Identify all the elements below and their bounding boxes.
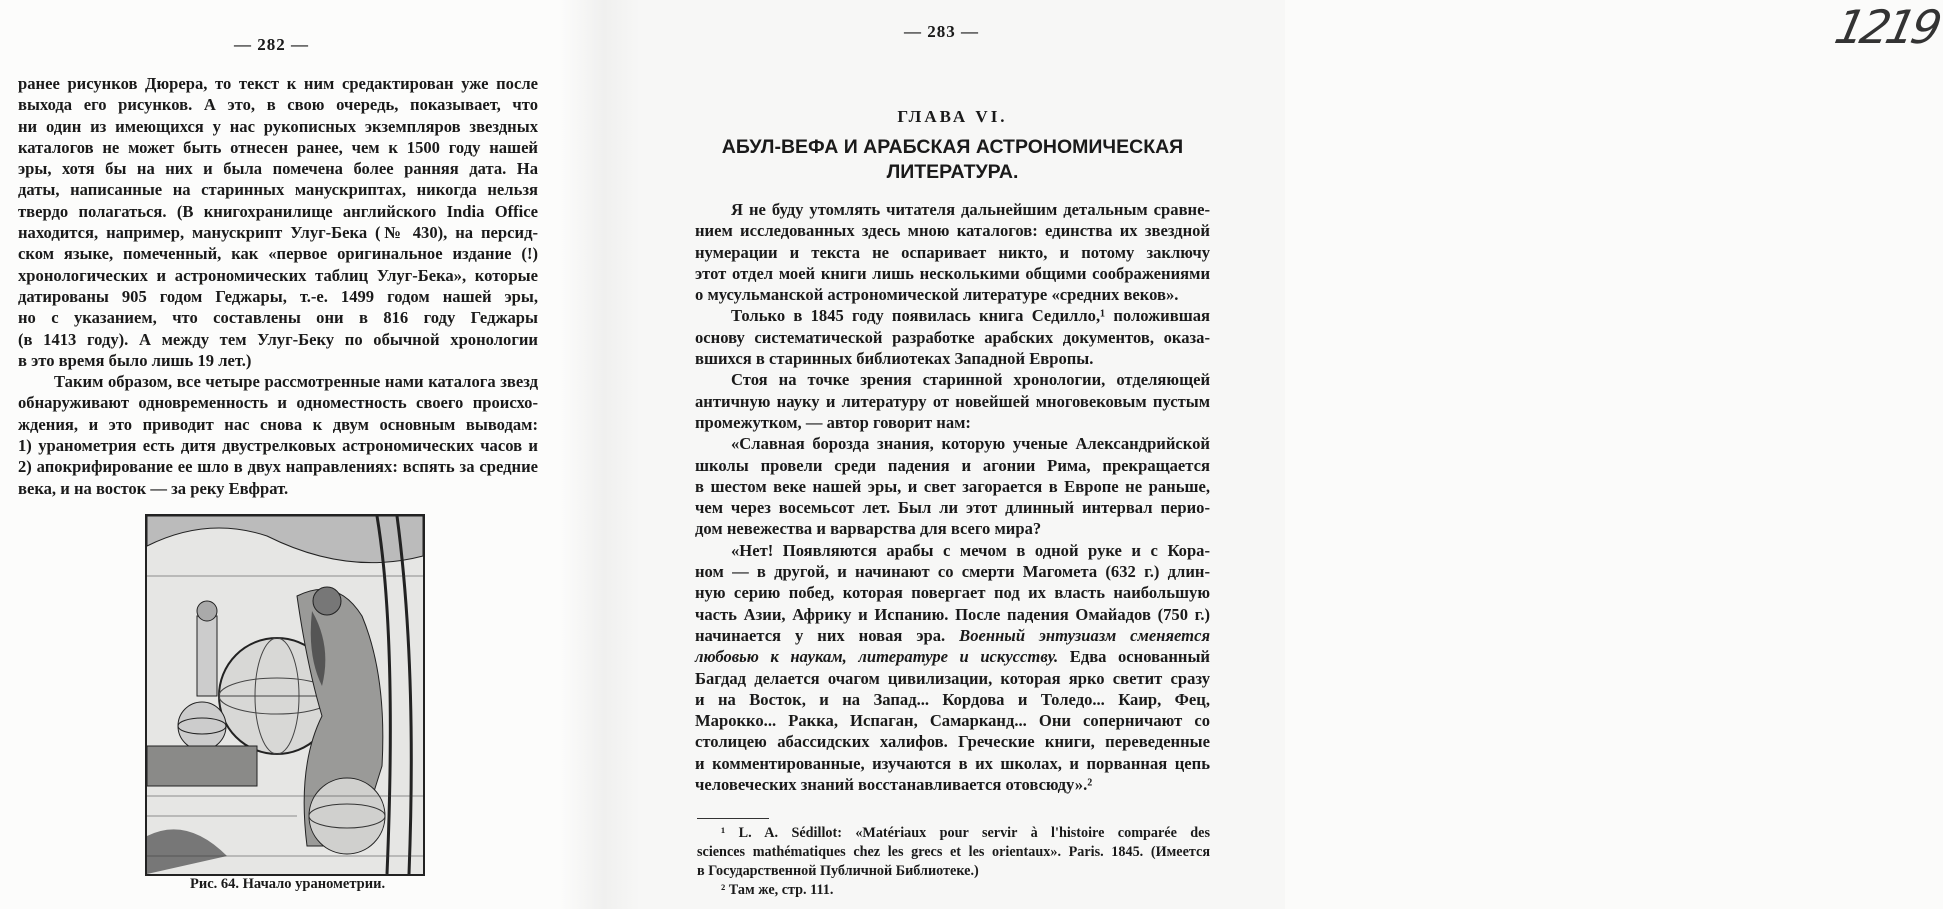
text-line: эры, хотя бы на них и была помечена более ранняя дата. На: [18, 159, 538, 179]
engraving-image: [147, 516, 423, 874]
chapter-number: ГЛАВА VI.: [897, 107, 1008, 126]
footnote-line: sciences mathématiques chez les grecs et les orientaux». Paris. 1845. (Имеется: [697, 844, 1210, 860]
chapter-title-line: АБУЛ-ВЕФА И АРАБСКАЯ АСТРОНОМИЧЕСКАЯ: [721, 136, 1184, 158]
footnote-rule: [697, 818, 769, 819]
left-body-text: [18, 73, 538, 499]
text-line: античную науку и литературу от новейшей многовековым пустым: [695, 391, 1210, 411]
text-line: школы провели среди падения и агонии Рима, прекращается: [695, 455, 1210, 475]
text-line: твердо полагаться. (В книгохранилище английского India Office: [18, 201, 538, 221]
text-line: основу систематической разработке арабских документов, оказа-: [695, 327, 1210, 347]
text-line: этот отдел моей книги лишь несколькими общими соображениями: [695, 263, 1210, 283]
text-line: каталогов не может быть отнесен ранее, чем к 1500 году нашей: [18, 137, 538, 157]
chapter-heading: [695, 0, 1210, 195]
text-line: но с указанием, что составлены они в 816 году Геджары: [18, 308, 538, 328]
text-line: Багдад делается очагом цивилизации, которая ярко светит сразу: [695, 668, 1210, 688]
left-page: [0, 0, 560, 909]
right-body-text: [695, 199, 1210, 795]
text-line: (в 1413 году). А между тем Улуг-Беку по обычной хронологии: [18, 329, 538, 349]
text-line: [695, 625, 1210, 646]
footnote-line: в Государственной Публичной Библиотеке.): [697, 863, 979, 879]
text-line: часть Азии, Африку и Испанию. После падения Омайадов (750 г.): [695, 604, 1210, 624]
italic-text: Военный энтузиазм сменяется: [959, 625, 1210, 645]
text-line: о мусульманской астрономической литературе «средних веков».: [695, 285, 1179, 305]
footnote-line: ² Там же, стр. 111.: [721, 882, 834, 898]
text-line: ждения, и это приводит нас снова к двум основным выводам:: [18, 414, 538, 434]
text-line: [695, 646, 1210, 667]
text-line: 1) уранометрия есть дитя двустрелковых астрономических часов и: [18, 436, 538, 456]
text-line: ни один из имеющихся у нас рукописных экземпляров звездных: [18, 116, 538, 136]
text-line: дом невежества и варварства для всего мира?: [695, 519, 1042, 539]
figure-caption: Рис. 64. Начало уранометрии.: [190, 876, 386, 892]
page-number: — 283 —: [904, 22, 979, 41]
handwritten-archive-number: 1219: [1830, 0, 1943, 54]
text-segment: Едва основанный: [1058, 647, 1210, 667]
text-line: находится, например, манускрипт Улуг-Бека (№ 430), на персид-: [18, 223, 538, 243]
right-page: [640, 0, 1943, 909]
illustration-astronomer-globe: [145, 514, 425, 876]
text-line: нием исследованных здесь мною каталогов: единства их звездной: [695, 221, 1210, 241]
text-line: века, и на восток — за реку Евфрат.: [18, 478, 289, 498]
text-line: в это время было лишь 19 лет.): [18, 350, 252, 370]
text-segment: начинается у них новая эра.: [695, 625, 960, 645]
text-line: «Нет! Появляются арабы с мечом в одной руке и с Кора-: [731, 540, 1210, 560]
italic-text: любовью к наукам, литературе и искусству.: [695, 647, 1059, 667]
text-line: человеческих знаний восстанавливается отовсюду».²: [695, 775, 1093, 795]
text-line: «Славная борозда знания, которую ученые Александрийской: [731, 434, 1210, 454]
text-line: хронологических и астрономических таблиц Улуг-Бека», которые: [18, 265, 538, 285]
text-line: и на Восток, и на Запад... Кордова и Толедо... Каир, Фец,: [695, 689, 1210, 709]
text-line: и комментированные, изучаются в их школах, и порванная цепь: [695, 753, 1210, 773]
text-line: вшихся в старинных библиотеках Западной Европы.: [695, 349, 1094, 369]
text-line: Стоя на точке зрения старинной хронологии, отделяющей: [731, 370, 1210, 390]
text-line: ранее рисунков Дюрера, то текст к ним средактирован уже после: [18, 74, 538, 93]
footnote-line: ¹ L. A. Sédillot: «Matériaux pour servir à l'histoire comparée des: [721, 825, 1210, 841]
text-line: обнаруживают одновременность и одноместность своего происхо-: [18, 393, 538, 413]
text-line: Только в 1845 году появилась книга Седилло,¹ положившая: [731, 306, 1210, 326]
text-line: ном — в другой, и начинают со смерти Магомета (632 г.) длин-: [695, 562, 1210, 582]
text-line: Я не буду утомлять читателя дальнейшим детальным сравне-: [731, 200, 1210, 219]
text-line: столицею абассидских халифов. Греческие книги, переведенные: [695, 732, 1210, 752]
page-number: — 282 —: [234, 35, 309, 54]
text-line: выхода его рисунков. А это, в свою очередь, показывает, что: [18, 95, 538, 115]
footnotes: [697, 824, 1210, 900]
text-line: ную серию побед, которая повергает под их власть наибольшую: [695, 583, 1210, 603]
chapter-title-line: ЛИТЕРАТУРА.: [886, 161, 1019, 183]
text-line: Марокко... Ракка, Испаган, Самарканд... Они соперничают со: [695, 711, 1210, 731]
text-line: 2) апокрифирование ее шло в двух направлениях: вспять за средние: [18, 457, 538, 477]
text-line: чем через восемьсот лет. Был ли этот длинный интервал перио-: [695, 498, 1210, 518]
text-line: ском языке, помеченный, как «первое оригинальное издание (!): [18, 244, 538, 264]
text-line: в шестом веке нашей эры, и свет загорается в Европе не раньше,: [695, 476, 1210, 496]
text-line: промежутком, — автор говорит нам:: [695, 412, 971, 432]
text-line: нумерации и текста не оспаривает никто, и потому заключу: [695, 242, 1210, 262]
text-line: Таким образом, все четыре рассмотренные нами каталога звезд: [54, 372, 538, 392]
text-line: даты, написанные на старинных манускриптах, никогда нельзя: [18, 180, 538, 200]
book-gutter: [560, 0, 640, 909]
text-line: датированы 905 годом Геджары, т.-е. 1499 годом нашей эры,: [18, 286, 538, 306]
